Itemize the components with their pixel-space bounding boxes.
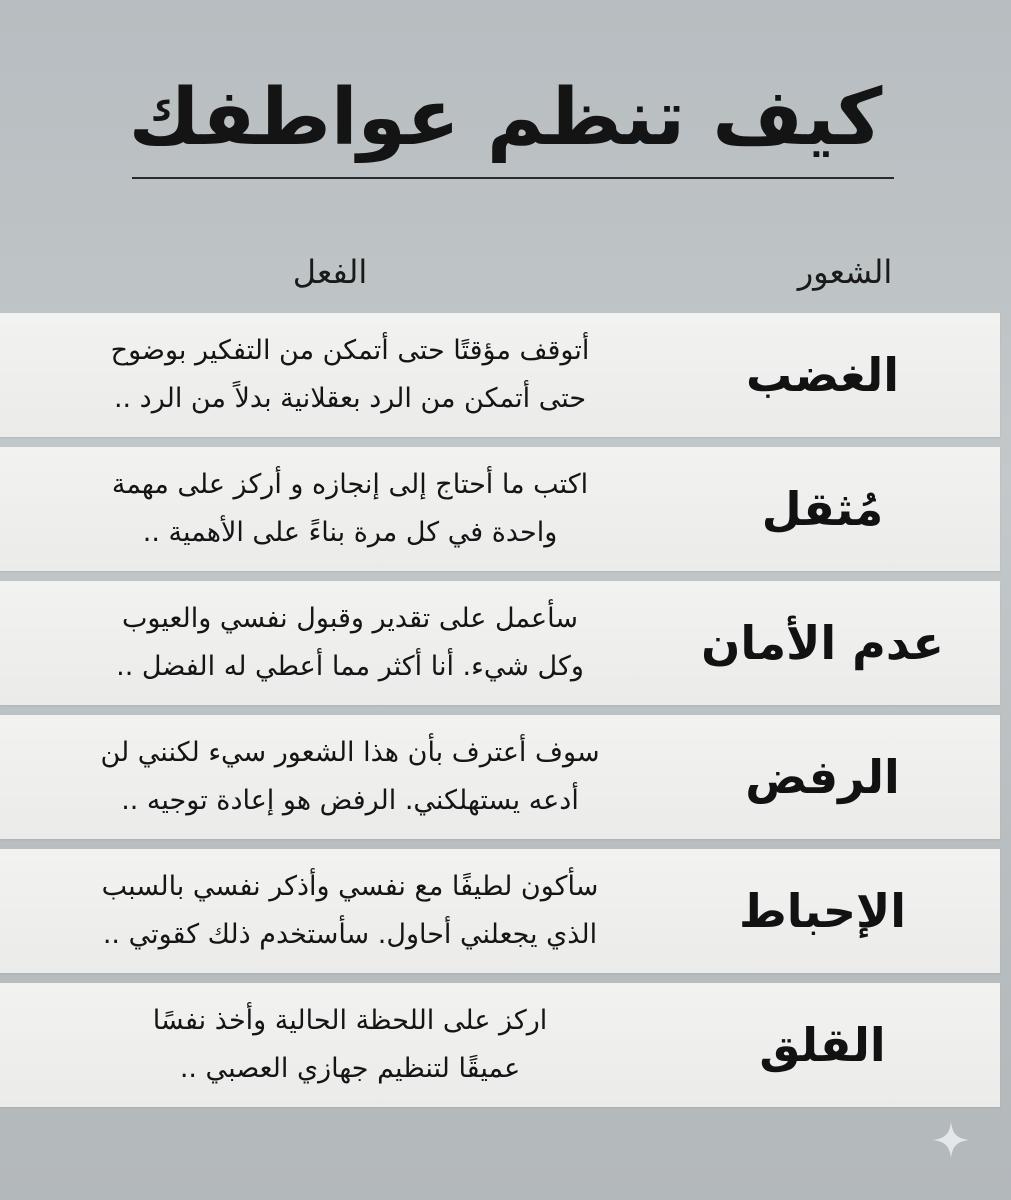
action-line: أتوقف مؤقتًا حتى أتمكن من التفكير بوضوح [110, 335, 590, 366]
table-row-frustration [0, 849, 1000, 973]
table-row-rejection [0, 715, 1000, 839]
feeling-label: الغضب [745, 348, 900, 402]
table-row-anger [0, 313, 1000, 437]
action-line: اكتب ما أحتاج إلى إنجازه و أركز على مهمة [111, 469, 589, 500]
action-text [30, 983, 670, 1107]
sparkle-icon [931, 1120, 971, 1160]
action-line: الذي يجعلني أحاول. سأستخدم ذلك كقوتي .. [102, 919, 598, 950]
action-text [30, 715, 670, 839]
action-line: واحدة في كل مرة بناءً على الأهمية .. [142, 517, 558, 548]
action-text [30, 849, 670, 973]
feeling-label: الرفض [745, 750, 900, 804]
feeling-label: عدم الأمان [701, 616, 944, 670]
feeling-label: القلق [759, 1018, 886, 1072]
title-divider [132, 177, 894, 179]
table-row-anxiety [0, 983, 1000, 1107]
action-line: وكل شيء. أنا أكثر مما أعطي له الفضل .. [116, 651, 584, 682]
table-row-overwhelmed [0, 447, 1000, 571]
action-line: حتى أتمكن من الرد بعقلانية بدلاً من الرد .. [113, 383, 587, 414]
action-line: أدعه يستهلكني. الرفض هو إعادة توجيه .. [121, 785, 579, 816]
action-line: سوف أعترف بأن هذا الشعور سيء لكنني لن [100, 737, 600, 768]
action-line: عميقًا لتنظيم جهازي العصبي .. [179, 1053, 521, 1084]
action-text [30, 581, 670, 705]
action-line: سأعمل على تقدير وقبول نفسي والعيوب [122, 603, 578, 634]
action-line: اركز على اللحظة الحالية وأخذ نفسًا [152, 1005, 548, 1036]
feeling-label: مُثقل [761, 482, 884, 536]
action-text [30, 313, 670, 437]
feeling-label: الإحباط [739, 884, 906, 938]
action-line: سأكون لطيفًا مع نفسي وأذكر نفسي بالسبب [101, 871, 599, 902]
emotions-table [0, 313, 1000, 1117]
table-row-insecurity [0, 581, 1000, 705]
page-title: كيف تنظم عواطفك [128, 73, 883, 163]
action-text [30, 447, 670, 571]
feeling-column-header: الشعور [797, 253, 893, 291]
action-column-header: الفعل [292, 253, 368, 291]
